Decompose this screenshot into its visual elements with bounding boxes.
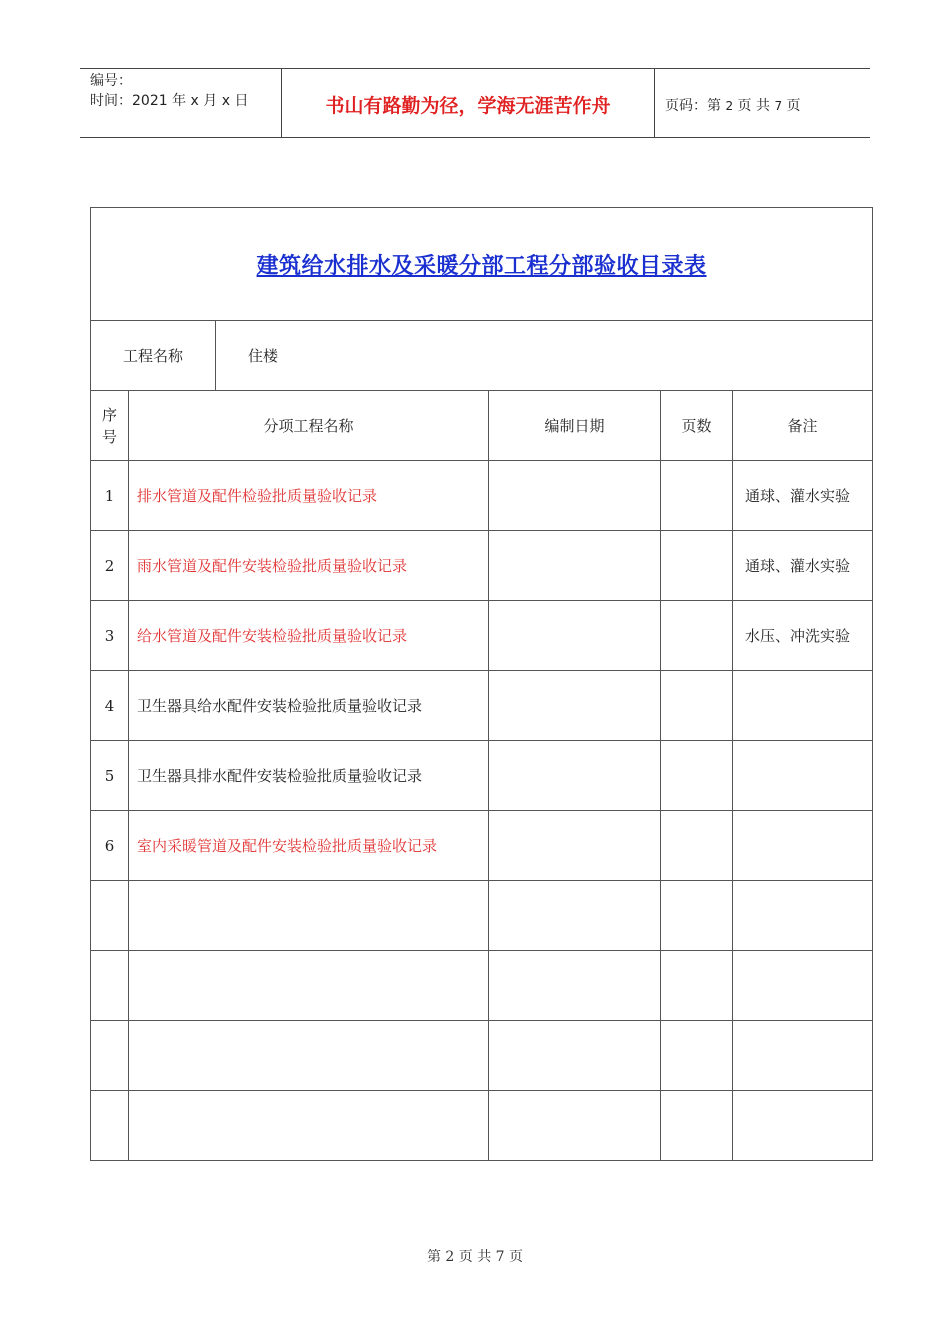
header-motto: 书山有路勤为径，学海无涯苦作舟 bbox=[325, 95, 611, 117]
col-header-num-text: 序号 bbox=[101, 405, 117, 446]
page-footer: 第 2 页 共 7 页 bbox=[426, 1249, 524, 1265]
row-date bbox=[489, 951, 661, 1021]
col-header-name: 分项工程名称 bbox=[129, 391, 489, 461]
title-cell bbox=[91, 208, 873, 321]
table-row bbox=[91, 531, 873, 601]
header-divider bbox=[654, 69, 655, 137]
table-row bbox=[91, 811, 873, 881]
row-item-name: 卫生器具给水配件安装检验批质量验收记录 bbox=[129, 671, 489, 741]
page-current: 2 bbox=[725, 99, 734, 113]
row-remark bbox=[733, 1021, 873, 1091]
row-number bbox=[91, 1091, 129, 1161]
row-item-name: 排水管道及配件检验批质量验收记录 bbox=[129, 461, 489, 531]
row-remark bbox=[733, 671, 873, 741]
row-pages bbox=[661, 1021, 733, 1091]
row-pages bbox=[661, 531, 733, 601]
row-item-name: 卫生器具排水配件安装检验批质量验收记录 bbox=[129, 741, 489, 811]
page-header bbox=[80, 68, 870, 138]
row-number: 5 bbox=[91, 741, 129, 811]
header-meta bbox=[90, 71, 248, 111]
row-remark bbox=[733, 951, 873, 1021]
row-pages bbox=[661, 1091, 733, 1161]
row-number bbox=[91, 881, 129, 951]
row-remark: 水压、冲洗实验 bbox=[733, 601, 873, 671]
table-row bbox=[91, 951, 873, 1021]
row-date bbox=[489, 461, 661, 531]
row-remark bbox=[733, 811, 873, 881]
row-pages bbox=[661, 671, 733, 741]
row-item-name: 雨水管道及配件安装检验批质量验收记录 bbox=[129, 531, 489, 601]
row-remark bbox=[733, 881, 873, 951]
table-header-row bbox=[91, 391, 873, 461]
row-date bbox=[489, 881, 661, 951]
row-number: 2 bbox=[91, 531, 129, 601]
row-date bbox=[489, 531, 661, 601]
page-total: 7 bbox=[774, 99, 783, 113]
row-date bbox=[489, 1091, 661, 1161]
table-row bbox=[91, 671, 873, 741]
row-remark bbox=[733, 741, 873, 811]
page-suffix: 页 bbox=[786, 98, 801, 114]
row-date bbox=[489, 671, 661, 741]
table-row bbox=[91, 1021, 873, 1091]
row-number: 1 bbox=[91, 461, 129, 531]
col-header-pages: 页数 bbox=[661, 391, 733, 461]
row-remark: 通球、灌水实验 bbox=[733, 461, 873, 531]
catalog-table bbox=[90, 207, 873, 1161]
project-name-label: 工程名称 bbox=[91, 321, 216, 391]
row-item-name bbox=[129, 1091, 489, 1161]
page-mid: 页 共 bbox=[737, 98, 770, 114]
row-number: 6 bbox=[91, 811, 129, 881]
row-pages bbox=[661, 741, 733, 811]
table-row bbox=[91, 741, 873, 811]
row-item-name bbox=[129, 1021, 489, 1091]
row-number bbox=[91, 951, 129, 1021]
col-header-date: 编制日期 bbox=[489, 391, 661, 461]
row-item-name bbox=[129, 951, 489, 1021]
row-date bbox=[489, 741, 661, 811]
row-number: 4 bbox=[91, 671, 129, 741]
row-pages bbox=[661, 461, 733, 531]
row-remark bbox=[733, 1091, 873, 1161]
row-remark: 通球、灌水实验 bbox=[733, 531, 873, 601]
table-title: 建筑给水排水及采暖分部工程分部验收目录表 bbox=[256, 252, 707, 279]
row-number bbox=[91, 1021, 129, 1091]
row-item-name: 给水管道及配件安装检验批质量验收记录 bbox=[129, 601, 489, 671]
row-item-name bbox=[129, 881, 489, 951]
row-number: 3 bbox=[91, 601, 129, 671]
table-row bbox=[91, 881, 873, 951]
number-label: 编号： bbox=[90, 73, 132, 89]
table-row bbox=[91, 461, 873, 531]
header-page-info bbox=[665, 95, 801, 115]
table-row bbox=[91, 601, 873, 671]
row-pages bbox=[661, 951, 733, 1021]
row-pages bbox=[661, 601, 733, 671]
col-header-remark: 备注 bbox=[733, 391, 873, 461]
row-date bbox=[489, 601, 661, 671]
time-label: 时间：2021 年 x 月 x 日 bbox=[90, 93, 249, 109]
project-name-value: 住楼 bbox=[216, 321, 873, 391]
row-pages bbox=[661, 881, 733, 951]
table-row bbox=[91, 1091, 873, 1161]
row-date bbox=[489, 811, 661, 881]
page-prefix: 页码：第 bbox=[665, 98, 721, 114]
col-header-num bbox=[91, 391, 129, 461]
row-pages bbox=[661, 811, 733, 881]
table-body bbox=[91, 461, 873, 1161]
row-item-name: 室内采暖管道及配件安装检验批质量验收记录 bbox=[129, 811, 489, 881]
row-date bbox=[489, 1021, 661, 1091]
